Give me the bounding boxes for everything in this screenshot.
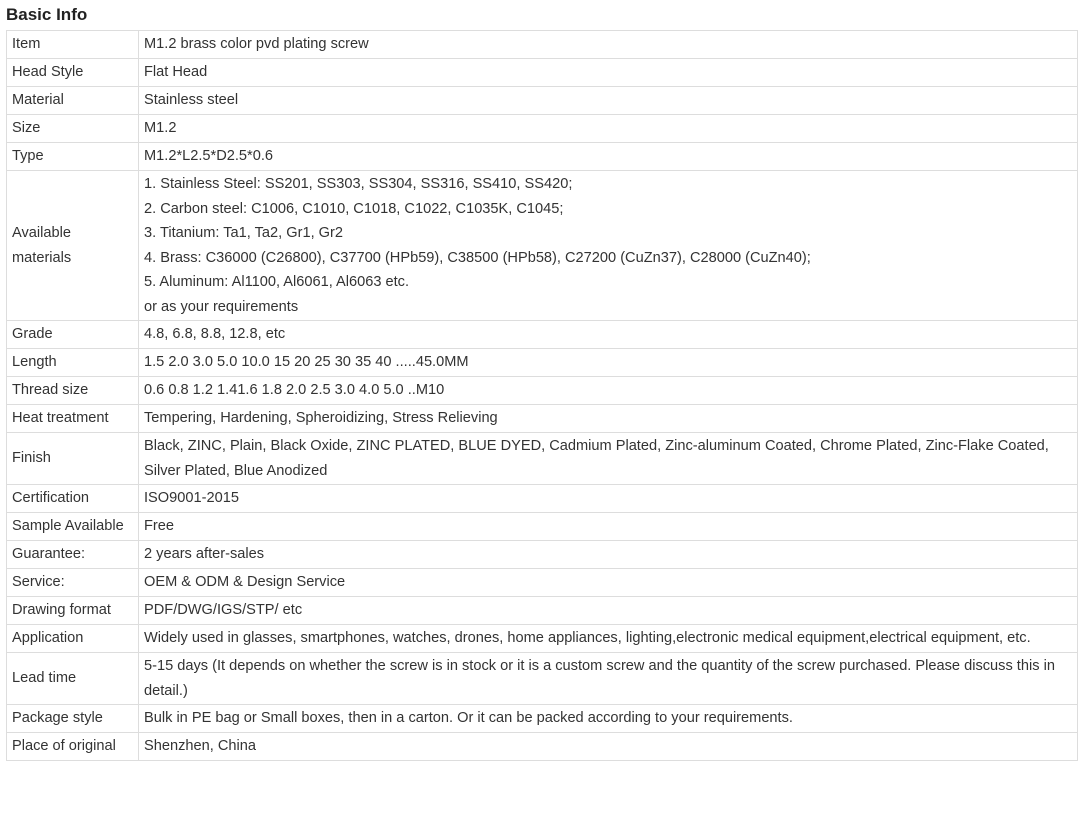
row-value (139, 569, 1078, 597)
value-line: Widely used in glasses, smartphones, watches, drones, home appliances, lighting,electronic medical equipment,electrical equipment, etc. (144, 630, 1031, 647)
table-row (7, 433, 1078, 485)
value-line: OEM & ODM & Design Service (144, 574, 346, 591)
row-label: Heat treatment (7, 405, 139, 433)
row-label: Length (7, 349, 139, 377)
value-line: Flat Head (144, 64, 208, 81)
row-value (139, 171, 1078, 321)
value-line: 4.8, 6.8, 8.8, 12.8, etc (144, 326, 286, 343)
row-label: Size (7, 115, 139, 143)
row-label: Guarantee: (7, 541, 139, 569)
row-value (139, 653, 1078, 705)
row-label: Thread size (7, 377, 139, 405)
spec-table (6, 30, 1078, 761)
value-line: Free (144, 518, 175, 535)
table-row (7, 597, 1078, 625)
row-value (139, 31, 1078, 59)
value-line: 2. Carbon steel: C1006, C1010, C1018, C1022, C1035K, C1045; (144, 200, 564, 217)
spec-table-body (7, 31, 1078, 761)
row-label: Sample Available (7, 513, 139, 541)
value-line: Black, ZINC, Plain, Black Oxide, ZINC PLATED, BLUE DYED, Cadmium Plated, Zinc-aluminum Coated, Chrome Plated, Zinc-Flake Coated, Silver Plated, Blue Anodized (144, 438, 1049, 479)
value-line: 4. Brass: C36000 (C26800), C37700 (HPb59), C38500 (HPb58), C27200 (CuZn37), C28000 (CuZn40); (144, 249, 811, 266)
row-value (139, 485, 1078, 513)
value-line: Bulk in PE bag or Small boxes, then in a carton. Or it can be packed according to your requirements. (144, 710, 793, 727)
row-value (139, 541, 1078, 569)
row-value (139, 705, 1078, 733)
row-value (139, 405, 1078, 433)
value-line: 1. Stainless Steel: SS201, SS303, SS304, SS316, SS410, SS420; (144, 176, 573, 192)
value-line: PDF/DWG/IGS/STP/ etc (144, 602, 303, 619)
table-row (7, 377, 1078, 405)
table-row (7, 31, 1078, 59)
table-row (7, 485, 1078, 513)
table-row (7, 171, 1078, 321)
row-value (139, 597, 1078, 625)
table-row (7, 513, 1078, 541)
value-line: Shenzhen, China (144, 738, 256, 755)
row-label: Place of original (7, 733, 139, 761)
table-row (7, 321, 1078, 349)
table-row (7, 625, 1078, 653)
row-value (139, 733, 1078, 761)
section-title: Basic Info (6, 5, 88, 24)
row-label: Application (7, 625, 139, 653)
row-label: Available materials (7, 171, 139, 321)
row-value (139, 143, 1078, 171)
row-label: Service: (7, 569, 139, 597)
value-line: M1.2 (144, 120, 177, 137)
value-line: M1.2 brass color pvd plating screw (144, 36, 369, 53)
row-label: Material (7, 87, 139, 115)
row-value (139, 433, 1078, 485)
table-row (7, 705, 1078, 733)
value-line: 1.5 2.0 3.0 5.0 10.0 15 20 25 30 35 40 .....45.0MM (144, 354, 469, 371)
table-row (7, 541, 1078, 569)
table-row (7, 733, 1078, 761)
row-label: Package style (7, 705, 139, 733)
value-line: or as your requirements (144, 298, 299, 315)
value-line: 5-15 days (It depends on whether the screw is in stock or it is a custom screw and the quantity of the screw purchased. Please discuss this in detail.) (144, 658, 1055, 699)
row-value (139, 115, 1078, 143)
value-line: Stainless steel (144, 92, 239, 109)
row-value (139, 377, 1078, 405)
table-row (7, 115, 1078, 143)
table-row (7, 349, 1078, 377)
row-label: Head Style (7, 59, 139, 87)
row-label: Lead time (7, 653, 139, 705)
value-line: 5. Aluminum: Al1100, Al6061, Al6063 etc. (144, 274, 410, 290)
row-label: Drawing format (7, 597, 139, 625)
value-line: 0.6 0.8 1.2 1.41.6 1.8 2.0 2.5 3.0 4.0 5.0 ..M10 (144, 382, 445, 399)
value-line: 2 years after-sales (144, 546, 265, 563)
row-label: Item (7, 31, 139, 59)
table-row (7, 405, 1078, 433)
row-value (139, 625, 1078, 653)
row-value (139, 321, 1078, 349)
row-value (139, 513, 1078, 541)
value-line: ISO9001-2015 (144, 490, 239, 507)
row-label: Certification (7, 485, 139, 513)
row-label: Type (7, 143, 139, 171)
table-row (7, 569, 1078, 597)
row-label: Finish (7, 433, 139, 485)
row-value (139, 349, 1078, 377)
row-value (139, 87, 1078, 115)
row-label: Grade (7, 321, 139, 349)
value-line: Tempering, Hardening, Spheroidizing, Stress Relieving (144, 410, 498, 427)
row-value (139, 59, 1078, 87)
value-line: 3. Titanium: Ta1, Ta2, Gr1, Gr2 (144, 225, 344, 241)
table-row (7, 653, 1078, 705)
value-line: M1.2*L2.5*D2.5*0.6 (144, 148, 273, 165)
table-row (7, 143, 1078, 171)
table-row (7, 59, 1078, 87)
table-row (7, 87, 1078, 115)
